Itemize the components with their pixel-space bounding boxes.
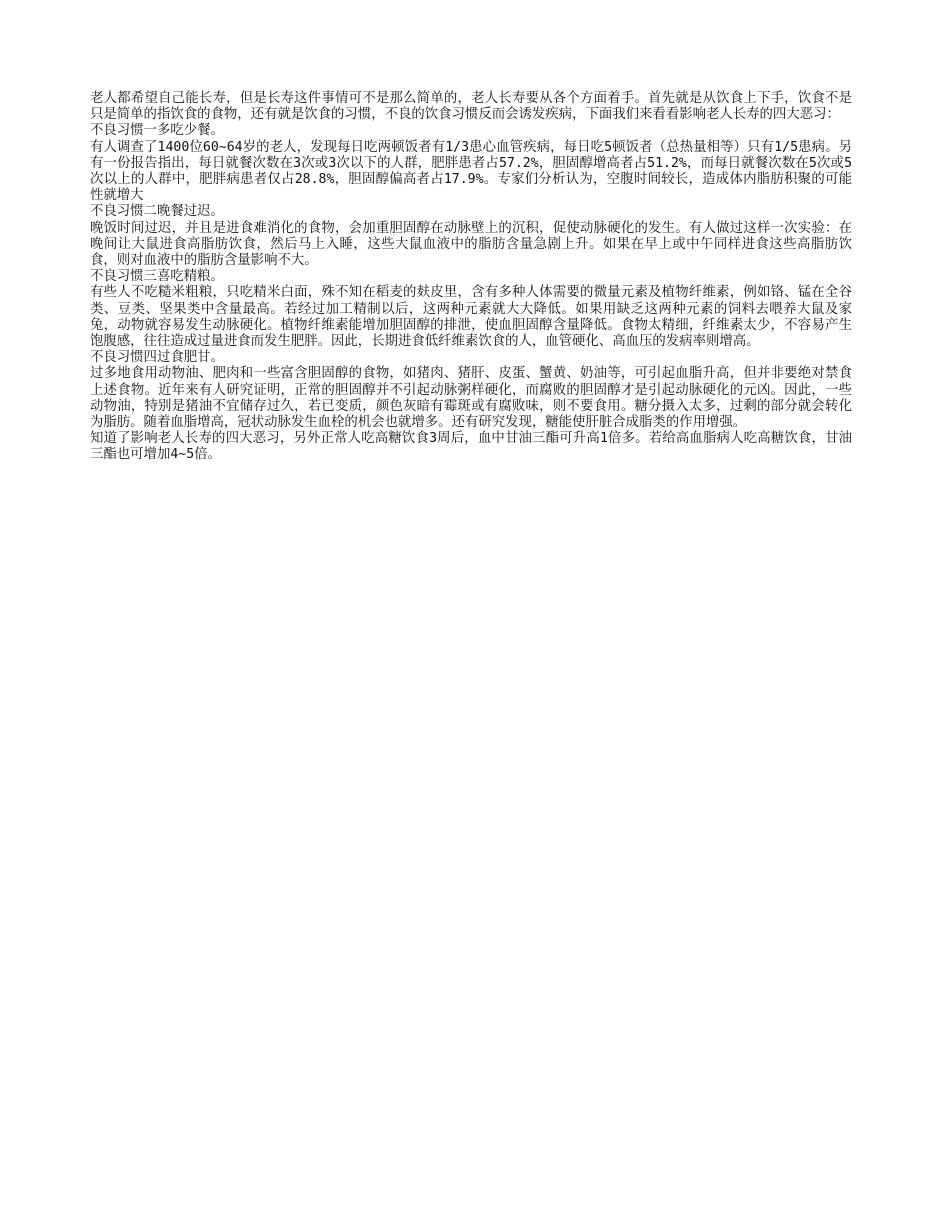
document-page xyxy=(90,91,852,464)
heading-habit-1: 不良习惯一多吃少餐。 xyxy=(90,123,224,139)
paragraph-intro: 老人都希望自己能长寿，但是长寿这件事情可不是那么简单的，老人长寿要从各个方面着手。首先就是从饮食上下手，饮食不是只是简单的指饮食的食物，还有就是饮食的习惯，不良的饮食习惯反而会诱发疾病，下面我们来看看影响老人长寿的四大恶习： xyxy=(90,91,852,123)
heading-habit-3: 不良习惯三喜吃精粮。 xyxy=(90,269,224,285)
paragraph-habit-2: 晚饭时间过迟，并且是进食难消化的食物，会加重胆固醇在动脉壁上的沉积，促使动脉硬化的发生。有人做过这样一次实验：在晚间让大鼠进食高脂肪饮食，然后马上入睡，这些大鼠血液中的脂肪含量急剧上升。如果在早上或中午同样进食这些高脂肪饮食，则对血液中的脂肪含量影响不大。 xyxy=(90,220,852,269)
paragraph-habit-1: 有人调查了1400位60~64岁的老人，发现每日吃两顿饭者有1/3患心血管疾病，每日吃5顿饭者（总热量相等）只有1/5患病。另有一份报告指出，每日就餐次数在3次或3次以下的人群，肥胖患者占57.2%，胆固醇增高者占51.2%，而每日就餐次数在5次或5次以上的人群中，肥胖病患者仅占28.8%，胆固醇偏高者占17.9%。专家们分析认为，空腹时间较长，造成体内脂肪积聚的可能性就增大 xyxy=(90,139,853,204)
paragraph-habit-3: 有些人不吃糙米粗粮，只吃精米白面，殊不知在稻麦的麸皮里，含有多种人体需要的微量元素及植物纤维素，例如铬、锰在全谷类、豆类、坚果类中含量最高。若经过加工精制以后，这两种元素就大大降低。如果用缺乏这两种元素的饲料去喂养大鼠及家兔，动物就容易发生动脉硬化。植物纤维素能增加胆固醇的排泄，使血胆固醇含量降低。食物太精细，纤维素太少，不容易产生饱腹感，往往造成过量进食而发生肥胖。因此，长期进食低纤维素饮食的人，血管硬化、高血压的发病率则增高。 xyxy=(90,285,852,350)
paragraph-conclusion: 知道了影响老人长寿的四大恶习，另外正常人吃高糖饮食3周后，血中甘油三酯可升高1倍多。若给高血脂病人吃高糖饮食，甘油三酯也可增加4~5倍。 xyxy=(90,431,853,463)
heading-habit-4: 不良习惯四过食肥甘。 xyxy=(90,350,224,366)
paragraph-habit-4: 过多地食用动物油、肥肉和一些富含胆固醇的食物，如猪肉、猪肝、皮蛋、蟹黄、奶油等，可引起血脂升高，但并非要绝对禁食上述食物。近年来有人研究证明，正常的胆固醇并不引起动脉粥样硬化，而腐败的胆固醇才是引起动脉硬化的元凶。因此，一些动物油，特别是猪油不宜储存过久，若已变质，颜色灰暗有霉斑或有腐败味，则不要食用。糖分摄入太多，过剩的部分就会转化为脂肪。随着血脂增高，冠状动脉发生血栓的机会也就增多。还有研究发现，糖能使肝脏合成脂类的作用增强。 xyxy=(90,366,852,431)
heading-habit-2: 不良习惯二晚餐过迟。 xyxy=(90,204,224,220)
